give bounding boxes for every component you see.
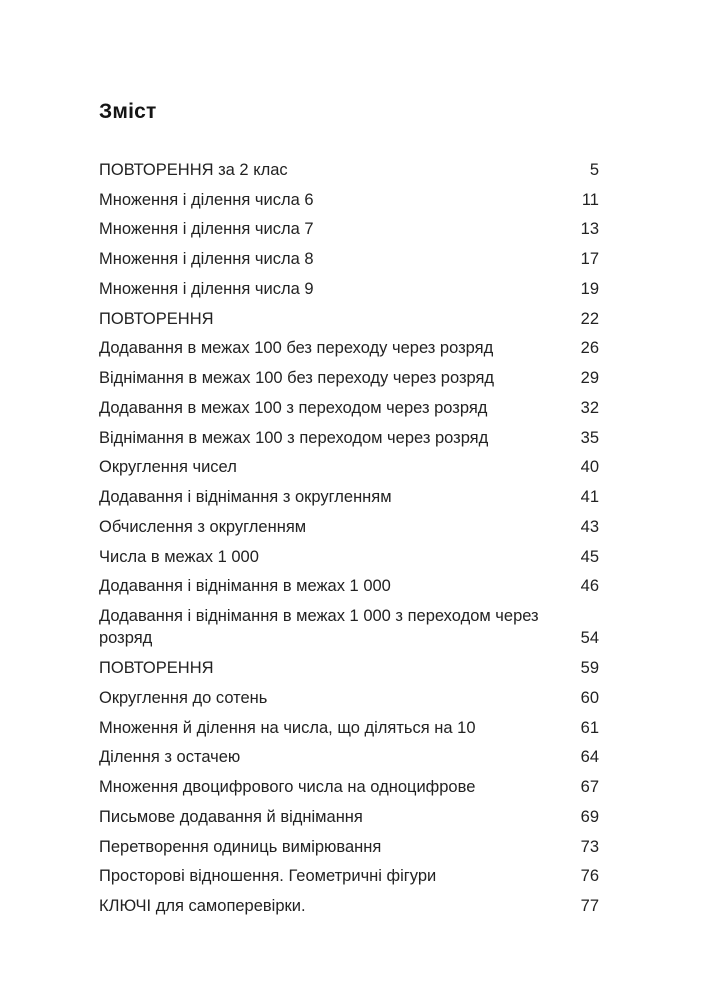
toc-entry-page: 46 (580, 577, 599, 596)
toc-entry-title: Додавання в межах 100 без переходу через розряд (99, 339, 494, 358)
toc-entry-page: 77 (580, 897, 599, 915)
toc-entry (99, 888, 599, 918)
toc-entry (99, 390, 599, 420)
toc-entry-page: 73 (580, 837, 599, 856)
toc-entry (99, 769, 599, 799)
toc-entry (99, 360, 599, 390)
toc-entry (99, 829, 599, 859)
toc-entry-page: 61 (580, 718, 599, 737)
toc-entry-page: 29 (580, 369, 599, 387)
toc-entry (99, 241, 599, 271)
toc-entry-title: Множення і ділення числа 8 (99, 250, 314, 268)
toc-entry-title: ПОВТОРЕННЯ за 2 клас (99, 160, 288, 179)
toc-entry-page: 26 (580, 339, 599, 358)
toc-entry-title: Множення й ділення на числа, що діляться на 10 (99, 718, 476, 737)
toc-entry-title: Множення і ділення числа 6 (99, 190, 314, 209)
toc-entry-page: 11 (581, 190, 599, 209)
toc-entry (99, 271, 599, 301)
toc-entry-title: Додавання в межах 100 з переходом через розряд (99, 398, 488, 417)
toc-entry-title: Просторові відношення. Геометричні фігури (99, 867, 437, 886)
toc-entry (99, 301, 599, 331)
toc-entry-title: Ділення з остачею (99, 748, 241, 767)
toc-entry-title: Округлення чисел (99, 458, 237, 477)
toc-entry-title: ПОВТОРЕННЯ (99, 659, 214, 677)
toc-entry-title: КЛЮЧІ для самоперевірки. (99, 897, 306, 915)
toc-entry-title: ПОВТОРЕННЯ (99, 309, 214, 328)
toc-entry-page: 69 (580, 807, 599, 826)
toc-entry (99, 509, 599, 539)
toc-entry-title: Віднімання в межах 100 без переходу через розряд (99, 369, 495, 387)
toc-entry (99, 740, 599, 770)
toc-entry-page: 60 (580, 688, 599, 707)
toc-entry-page: 5 (589, 160, 599, 179)
toc-entry-title: Множення і ділення числа 7 (99, 220, 314, 239)
toc-entry-page: 22 (580, 309, 599, 328)
toc-entry-page: 13 (580, 220, 599, 239)
toc-entry-title: Округлення до сотень (99, 688, 268, 707)
toc-entry-page: 41 (580, 488, 599, 506)
toc-entry (99, 212, 599, 242)
toc-entry-page: 40 (580, 458, 599, 477)
toc-entry-title: Додавання і віднімання в межах 1 000 (99, 577, 391, 596)
toc-entry-page: 19 (580, 279, 599, 298)
toc-entry (99, 569, 599, 599)
toc-entry-title: Обчислення з округленням (99, 517, 307, 536)
toc-entry (99, 331, 599, 361)
toc-entry-page: 67 (580, 778, 599, 796)
toc-entry-page: 43 (580, 517, 599, 536)
table-of-contents (99, 152, 599, 918)
toc-entry-title: Перетворення одиниць вимірювання (99, 837, 382, 856)
toc-entry (99, 152, 599, 182)
toc-entry-page: 17 (580, 250, 599, 268)
toc-entry (99, 710, 599, 740)
toc-entry (99, 450, 599, 480)
toc-entry (99, 680, 599, 710)
toc-entry (99, 859, 599, 889)
toc-entry (99, 598, 599, 650)
toc-entry-page: 45 (580, 547, 599, 566)
toc-entry-title: Множення двоцифрового числа на одноцифрове (99, 778, 476, 796)
toc-entry (99, 799, 599, 829)
toc-entry-title: Числа в межах 1 000 (99, 547, 259, 566)
page-title: Зміст (99, 100, 157, 123)
toc-entry (99, 420, 599, 450)
toc-entry-title: Віднімання в межах 100 з переходом через розряд (99, 428, 489, 447)
toc-entry (99, 182, 599, 212)
toc-entry-page: 59 (580, 659, 599, 677)
toc-entry-page: 54 (580, 629, 599, 648)
toc-entry-page: 32 (580, 398, 599, 417)
toc-entry-title: Додавання і віднімання з округленням (99, 488, 392, 506)
toc-entry (99, 539, 599, 569)
toc-entry-page: 64 (580, 748, 599, 767)
toc-entry (99, 650, 599, 680)
toc-entry-title: Множення і ділення числа 9 (99, 279, 314, 298)
toc-entry (99, 479, 599, 509)
toc-entry-title: Письмове додавання й віднімання (99, 807, 363, 826)
toc-entry-page: 35 (580, 428, 599, 447)
toc-entry-page: 76 (580, 867, 599, 886)
toc-entry-title: Додавання і віднімання в межах 1 000 з переходом через розряд (99, 607, 539, 648)
